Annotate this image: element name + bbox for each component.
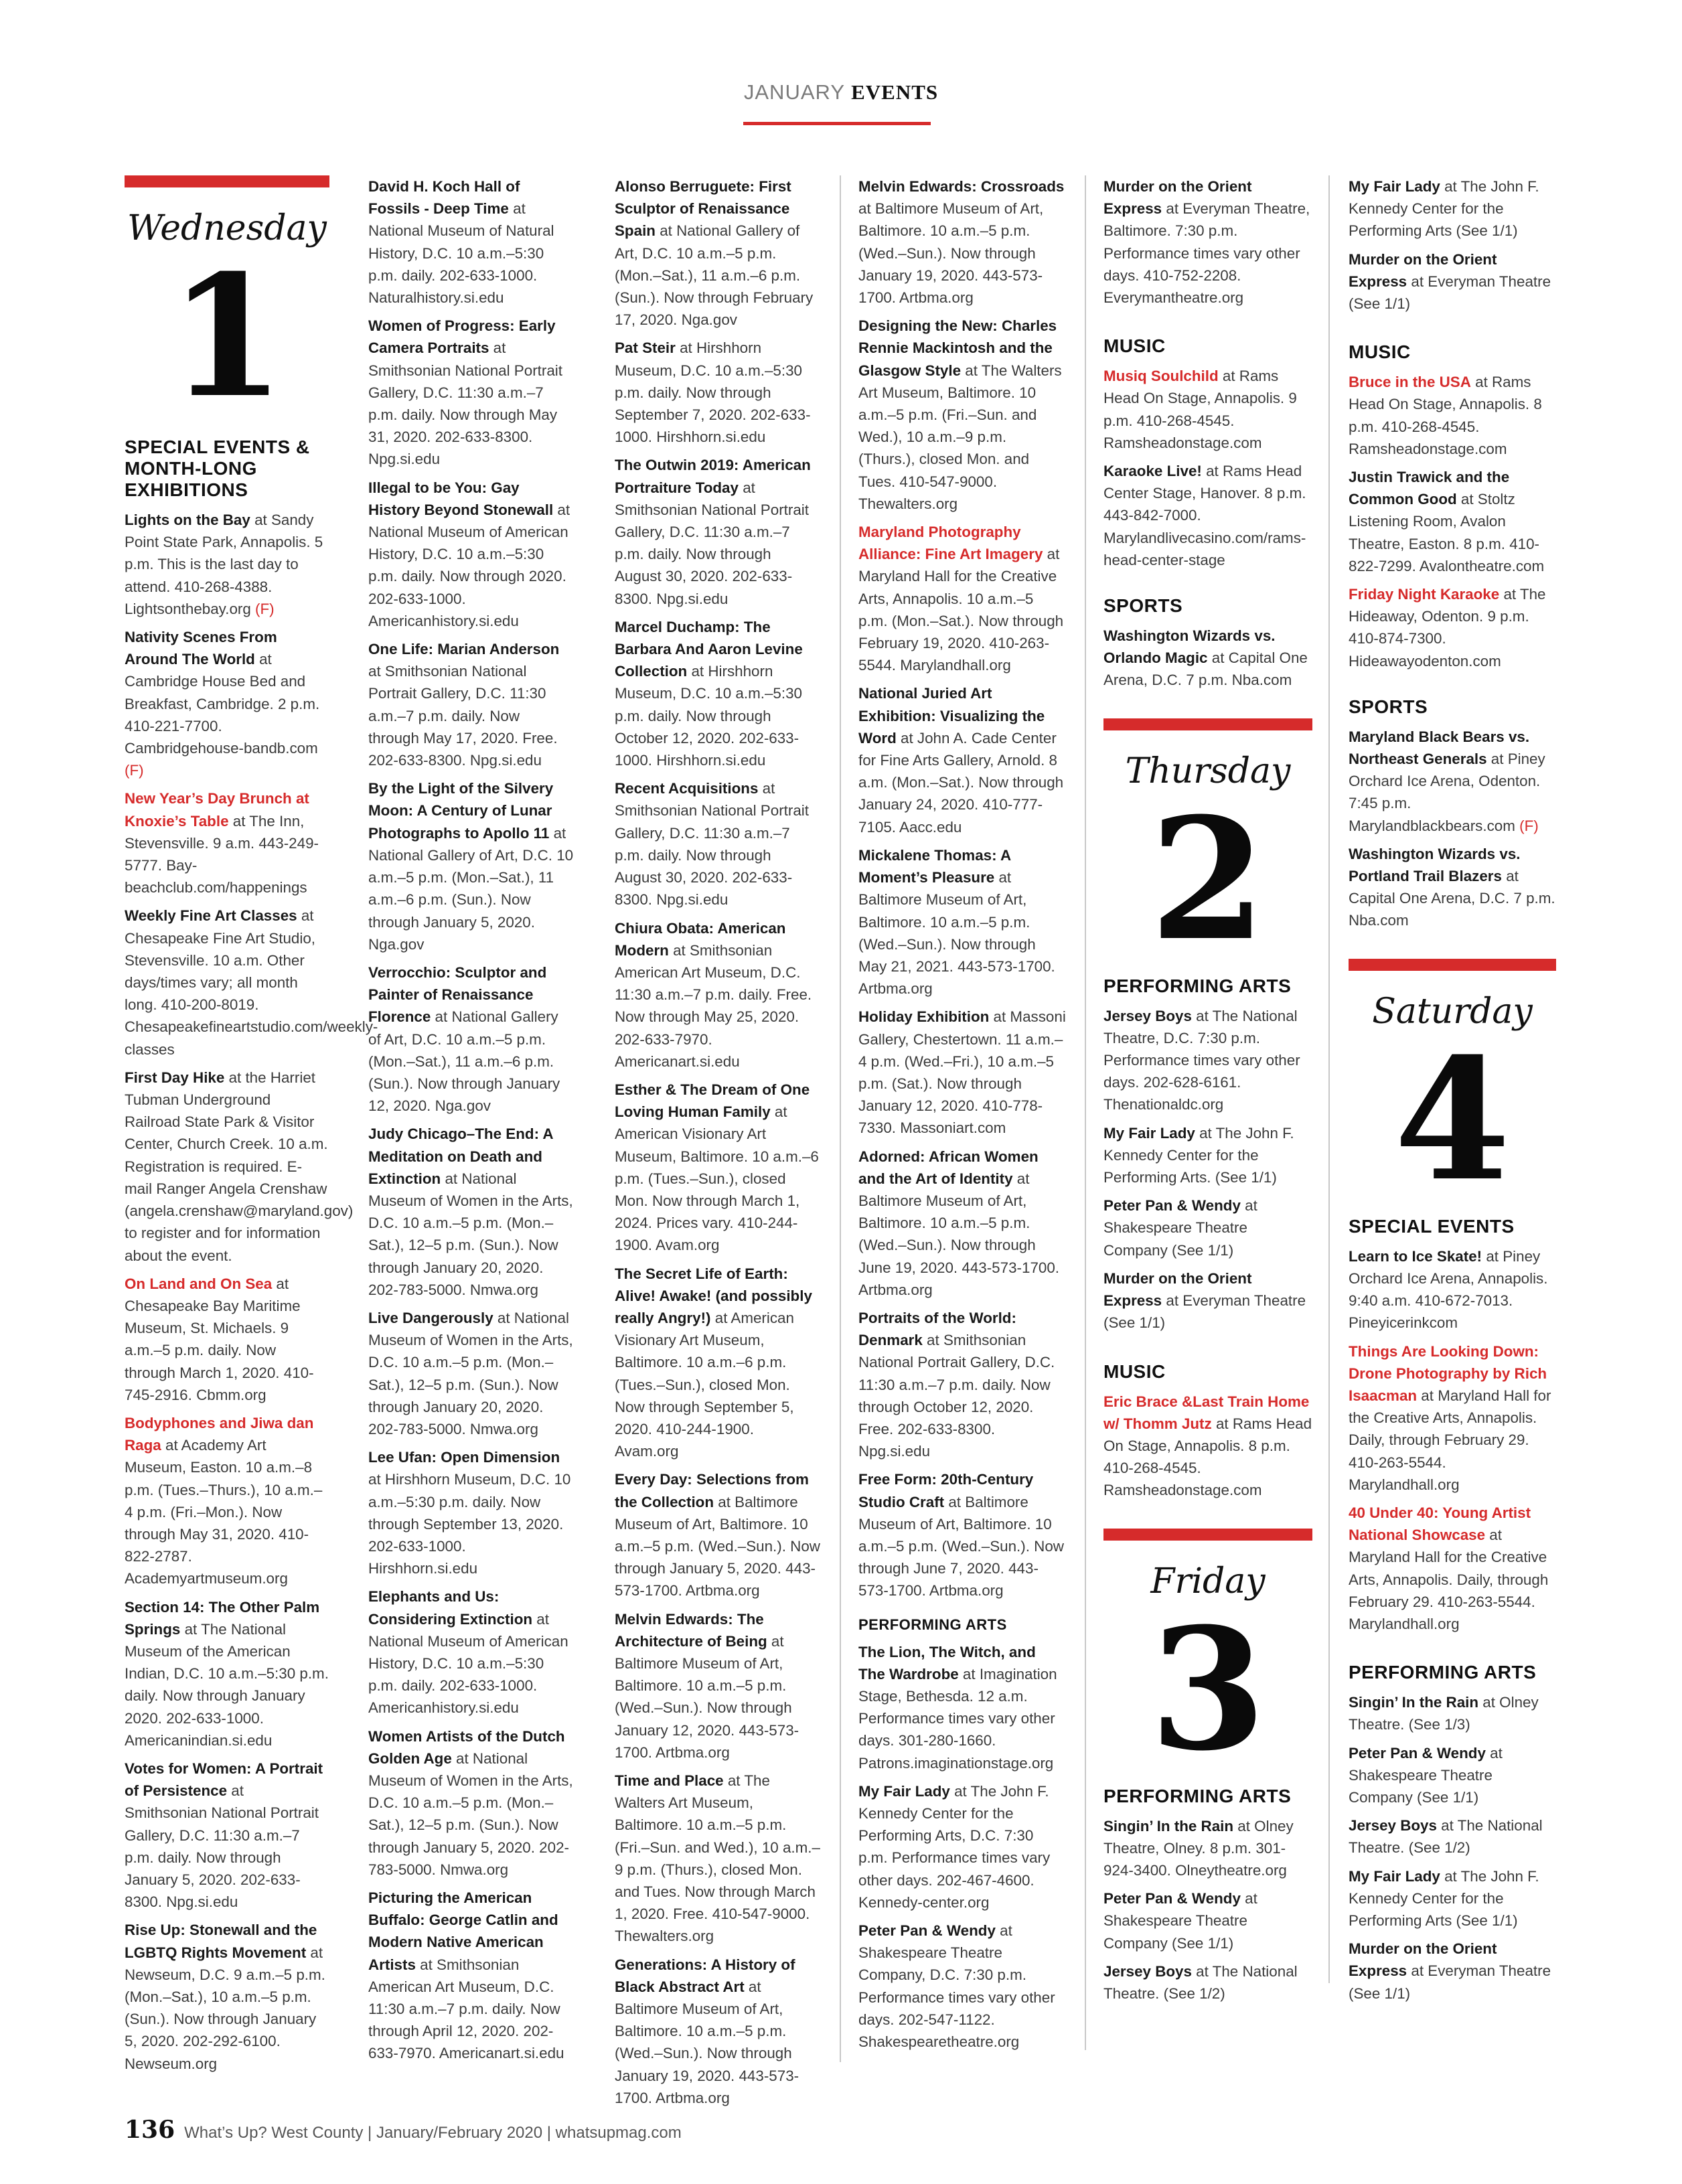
event-title: Washington Wizards vs. Orlando Magic (1103, 627, 1276, 667)
event-item (858, 1468, 1066, 1602)
event-item (1349, 466, 1556, 577)
event-title: Nativity Scenes From Around The World (125, 629, 277, 668)
column-divider (1085, 175, 1086, 2050)
day-block-thursday (1103, 718, 1312, 978)
event-details: at Rams Head Center Stage, Hanover. 8 p.m. 443-842-7000. Marylandlivecasino.com/rams-head-center-stage (1103, 463, 1306, 568)
event-item (368, 1307, 575, 1440)
event-details: at Everyman Theatre (See 1/1) (1349, 1962, 1551, 2002)
event-item (615, 1770, 821, 1948)
event-details: at Baltimore Museum of Art, Baltimore. 10 a.m.–5 p.m. (Wed.–Sun.). Now through June 7, 2020. 443-573-1700. Artbma.org (858, 1493, 1064, 1600)
day-number: 4 (1394, 1020, 1511, 1218)
event-item (368, 477, 575, 632)
free-flag: (F) (1519, 817, 1539, 834)
event-title: Peter Pan & Wendy (1349, 1744, 1486, 1762)
event-title: First Day Hike (125, 1069, 225, 1086)
day-bar (1103, 1529, 1312, 1541)
event-item (858, 1307, 1066, 1462)
event-details: at Cambridge House Bed and Breakfast, Cambridge. 2 p.m. 410-221-7700. Cambridgehouse-bandb.com (125, 651, 320, 757)
event-item (125, 905, 378, 1060)
event-title: Eric Brace &Last Train Home w/ Thomm Jutz (1103, 1393, 1310, 1432)
event-details: at Stoltz Listening Room, Avalon Theatre, Easton. 8 p.m. 410-822-7299. Avalontheatre.com (1349, 491, 1545, 574)
event-details: at Shakespeare Theatre Company (See 1/1) (1103, 1890, 1257, 1952)
day-block-saturday (1349, 959, 1556, 1218)
event-item (125, 509, 329, 620)
section-heading: SPORTS (1103, 595, 1183, 617)
event-item (1103, 1005, 1312, 1116)
event-item (1349, 1691, 1556, 1735)
event-details: at National Museum of American History, D.C. 10 a.m.–5:30 p.m. daily. Now through 2020. 202-633-1000. Americanhistory.si.edu (368, 501, 570, 629)
event-details: at The John F. Kennedy Center for the Performing Arts (See 1/1) (1349, 1867, 1539, 1929)
day-name: Thursday (1125, 751, 1291, 791)
event-title: Holiday Exhibition (858, 1008, 990, 1026)
event-item (1103, 365, 1312, 454)
event-title: Jersey Boys (1349, 1817, 1437, 1835)
event-title: Picturing the American Buffalo: George Catlin and Modern Native American Artists (368, 1889, 558, 1973)
event-details: at Everyman Theatre (See 1/1) (1349, 272, 1551, 313)
event-item (858, 175, 1066, 309)
event-item (368, 777, 575, 955)
event-title: Friday Night Karaoke (1349, 586, 1500, 603)
event-item (1103, 175, 1312, 309)
event-title: Women of Progress: Early Camera Portraits (368, 317, 556, 357)
event-details: at Smithsonian National Portrait Gallery, D.C. 11:30 a.m.–7 p.m. daily. Now through August 30, 2020. 202-633-8300. Npg.si.edu (615, 780, 809, 909)
event-title: Jersey Boys (1103, 1962, 1192, 1980)
event-item (1349, 1814, 1556, 1859)
event-details: at National Gallery of Art, D.C. 10 a.m.–5 p.m. (Mon.–Sat.), 11 a.m.–6 p.m. (Sun.). Now through January 12, 2020. Nga.gov (368, 1008, 560, 1115)
event-title: Melvin Edwards: The Architecture of Being (615, 1610, 767, 1650)
event-list (1103, 625, 1312, 692)
event-item (1103, 1122, 1312, 1189)
event-details: at Smithsonian American Art Museum, D.C. 11:30 a.m.–7 p.m. daily. Free. Now through May 25, 2020. 202-633-7970. Americanart.si.edu (615, 941, 812, 1070)
event-item (1349, 1742, 1556, 1809)
event-title: Jersey Boys (1103, 1007, 1192, 1024)
event-item (125, 1596, 329, 1751)
event-item (1103, 1391, 1312, 1502)
event-item (1349, 175, 1556, 242)
event-item (1103, 1194, 1312, 1261)
event-item (858, 315, 1066, 515)
free-flag: (F) (125, 762, 144, 779)
event-title: By the Light of the Silvery Moon: A Century of Lunar Photographs to Apollo 11 (368, 780, 554, 842)
event-details: at Baltimore Museum of Art, Baltimore. 10 a.m.–5 p.m. (Wed.–Sun.). Now through January 5, 2020. 443-573-1700. Artbma.org (615, 1493, 820, 1600)
event-title: Adorned: African Women and the Art of Identity (858, 1148, 1039, 1187)
event-details: at National Museum of Women in the Arts, D.C. 10 a.m.–5 p.m. (Mon.–Sat.), 12–5 p.m. (Sun.). Now through January 20, 2020. 202-783-5000. Nmwa.org (368, 1309, 573, 1437)
event-details: at Rams Head On Stage, Annapolis. 8 p.m. 410-268-4545. Ramsheadonstage.com (1349, 374, 1542, 457)
event-item (858, 1780, 1066, 1914)
event-item (368, 961, 575, 1117)
event-item (125, 626, 329, 781)
event-title: Free Form: 20th-Century Studio Craft (858, 1471, 1034, 1510)
column-2 (368, 175, 575, 2071)
day-number: 2 (1150, 780, 1266, 978)
event-item (125, 787, 329, 899)
column-4 (858, 175, 1066, 2059)
event-title: Illegal to be You: Gay History Beyond Stonewall (368, 479, 554, 518)
event-title: Bruce in the USA (1349, 374, 1471, 391)
event-title: Musiq Soulchild (1103, 368, 1219, 385)
day-name: Wednesday (127, 208, 327, 248)
event-item (1349, 1865, 1556, 1932)
day-number: 1 (169, 238, 285, 435)
event-details: at The John F. Kennedy Center for the Performing Arts. (See 1/1) (1103, 1124, 1294, 1186)
page-header (0, 80, 1682, 104)
free-flag: (F) (255, 600, 275, 617)
event-title: New Year’s Day Brunch at Knoxie’s Table (125, 790, 309, 830)
day-block-friday (1103, 1529, 1312, 1788)
event-item (1349, 371, 1556, 460)
event-item (615, 917, 821, 1073)
section-heading: SPECIAL EVENTS & MONTH-LONG EXHIBITIONS (125, 437, 310, 500)
event-list (1349, 371, 1556, 672)
event-item (368, 1585, 575, 1719)
column-1 (125, 175, 378, 2081)
event-title: My Fair Lady (1349, 1867, 1440, 1885)
event-title: National Juried Art Exhibition: Visualizing the Word (858, 685, 1045, 747)
event-list (1349, 1691, 1556, 2005)
event-title: Votes for Women: A Portrait of Persistence (125, 1760, 323, 1800)
event-title: My Fair Lady (1103, 1124, 1195, 1142)
event-title: Karaoke Live! (1103, 463, 1202, 480)
event-title: Peter Pan & Wendy (1103, 1197, 1241, 1215)
page-footer (125, 2116, 682, 2144)
event-details: at National Museum of American History, D.C. 10 a.m.–5:30 p.m. daily. 202-633-1000. Americanhistory.si.edu (368, 1610, 568, 1717)
event-title: Pat Steir (615, 339, 676, 357)
event-item (615, 1954, 821, 2109)
event-item (858, 1146, 1066, 1301)
event-details: at National Gallery of Art, D.C. 10 a.m.–5 p.m. (Mon.–Sat.), 11 a.m.–6 p.m. (Sun.). Now through February 17, 2020. Nga.gov (615, 222, 814, 329)
event-title: Designing the New: Charles Rennie Mackintosh and the Glasgow Style (858, 317, 1057, 379)
event-title: Recent Acquisitions (615, 780, 759, 797)
event-item (368, 1725, 575, 1881)
event-item (615, 337, 821, 448)
section-heading: PERFORMING ARTS (1103, 975, 1292, 996)
event-details: at Rams Head On Stage, Annapolis. 8 p.m. 410-268-4545. Ramsheadonstage.com (1103, 1415, 1312, 1499)
event-title: Esther & The Dream of One Loving Human Family (615, 1081, 810, 1121)
event-list (858, 175, 1066, 1602)
event-item (368, 638, 575, 771)
event-details: at Academy Art Museum, Easton. 10 a.m.–8 p.m. (Tues.–Thurs.), 10 a.m.–4 p.m. (Fri.–Mon.). Now through May 31, 2020. 410-822-2787. Academyartmuseum.org (125, 1437, 323, 1587)
event-item (858, 1920, 1066, 2053)
event-title: Chiura Obata: American Modern (615, 919, 786, 959)
event-item (858, 1641, 1066, 1774)
event-title: Portraits of the World: Denmark (858, 1309, 1016, 1349)
event-title: Verrocchio: Sculptor and Painter of Renaissance Florence (368, 963, 547, 1026)
event-details: at Shakespeare Theatre Company (See 1/1) (1349, 1744, 1503, 1806)
event-details: at Hirshhorn Museum, D.C. 10 a.m.–5:30 p.m. daily. Now through October 12, 2020. 202-633-1000. Hirshhorn.si.edu (615, 663, 803, 769)
event-title: The Outwin 2019: American Portraiture Today (615, 457, 811, 496)
event-title: My Fair Lady (1349, 178, 1440, 195)
column-5 (1103, 175, 1312, 2011)
event-item (368, 175, 575, 309)
event-details: at Chesapeake Fine Art Studio, Stevensville. 10 a.m. Other days/times vary; all month long. 410-200-8019. Chesapeakefineartstudio.com/weekly-classes (125, 907, 378, 1058)
event-item (615, 175, 821, 331)
event-item (125, 1412, 329, 1590)
event-details: at Smithsonian American Art Museum, D.C. 11:30 a.m.–7 p.m. daily. Now through April 12, 2020. 202-633-7970. Americanart.si.edu (368, 1956, 564, 2062)
event-list (615, 175, 821, 2109)
day-bar (125, 175, 329, 187)
event-title: Singin’ In the Rain (1103, 1817, 1234, 1835)
event-details: at Sandy Point State Park, Annapolis. 5 p.m. This is the last day to attend. 410-268-4388. Lightsonthebay.org (125, 512, 323, 617)
event-details: at Baltimore Museum of Art, Baltimore. 10 a.m.–5 p.m. (Wed.–Sun.). Now through January 12, 2020. 443-573-1700. Artbma.org (615, 1632, 799, 1761)
section-heading: PERFORMING ARTS (1349, 1662, 1537, 1683)
event-title: The Lion, The Witch, and The Wardrobe (858, 1643, 1036, 1683)
event-details: at Maryland Hall for the Creative Arts, Annapolis. 10 a.m.–5 p.m. (Mon.–Sat.). Now through February 19, 2020. 410-263-5544. Marylandhall.org (858, 546, 1064, 674)
event-details: at Baltimore Museum of Art, Baltimore. 10 a.m.–5 p.m. (Wed.–Sun.). Now through May 21, 2021. 443-573-1700. Artbma.org (858, 869, 1055, 998)
event-title: Melvin Edwards: Crossroads (858, 178, 1065, 195)
event-title: Marcel Duchamp: The Barbara And Aaron Levine Collection (615, 618, 803, 680)
event-details: at Piney Orchard Ice Arena, Odenton. 7:45 p.m. Marylandblackbears.com (1349, 751, 1545, 834)
header-prefix: JANUARY (743, 80, 845, 104)
event-details: at The Inn, Stevensville. 9 a.m. 443-249-5777. Bay-beachclub.com/happenings (125, 812, 319, 896)
event-item (1103, 1887, 1312, 1954)
event-title: Lights on the Bay (125, 512, 250, 528)
event-details: at Smithsonian National Portrait Gallery, D.C. 11:30 a.m.–7 p.m. daily. Now through January 5, 2020. 202-633-8300. Npg.si.edu (125, 1782, 319, 1911)
event-details: at National Museum of Women in the Arts, D.C. 10 a.m.–5 p.m. (Mon.–Sat.), 12–5 p.m. (Sun.). Now through January 20, 2020. 202-783-5000. Nmwa.org (368, 1170, 573, 1298)
event-title: Things Are Looking Down: Drone Photography by Rich Isaacman (1349, 1342, 1547, 1404)
day-name: Saturday (1372, 991, 1533, 1032)
event-item (615, 1079, 821, 1257)
event-details: at The National Theatre, D.C. 7:30 p.m. Performance times vary other days. 202-628-6161. Thenationaldc.org (1103, 1007, 1300, 1113)
event-item (858, 521, 1066, 676)
section-heading: MUSIC (1103, 335, 1166, 357)
event-title: Murder on the Orient Express (1349, 1940, 1497, 1980)
event-details: at The National Theatre. (See 1/2) (1349, 1817, 1543, 1857)
section-heading: PERFORMING ARTS (1103, 1785, 1292, 1806)
section-heading: MUSIC (1349, 341, 1411, 363)
event-list (125, 509, 378, 2075)
event-details: at Maryland Hall for the Creative Arts, Annapolis. Daily, through February 29. 410-263-5544. Marylandhall.org (1349, 1387, 1551, 1493)
header-rule (743, 122, 931, 125)
event-details: at Hirshhorn Museum, D.C. 10 a.m.–5:30 p.m. daily. Now through September 13, 2020. 202-633-1000. Hirshhorn.si.edu (368, 1471, 571, 1577)
event-list (1103, 365, 1312, 571)
event-item (1349, 583, 1556, 672)
event-title: Learn to Ice Skate! (1349, 1247, 1482, 1265)
event-details: at Shakespeare Theatre Company (See 1/1) (1103, 1197, 1257, 1259)
event-item (1349, 726, 1556, 837)
day-block-wednesday (125, 175, 329, 435)
event-item (615, 1608, 821, 1764)
event-list (368, 175, 575, 2065)
event-details: at Baltimore Museum of Art, Baltimore. 10 a.m.–5 p.m. (Wed.–Sun.). Now through June 19, 2020. 443-573-1700. Artbma.org (858, 1170, 1060, 1298)
header-strong: EVENTS (851, 80, 939, 104)
event-title: Generations: A History of Black Abstract Art (615, 1956, 795, 1995)
event-title: Section 14: The Other Palm Springs (125, 1598, 320, 1638)
event-item (615, 1263, 821, 1463)
event-item (1349, 248, 1556, 315)
event-item (368, 1887, 575, 2065)
day-bar (1103, 718, 1312, 730)
event-item (1103, 1960, 1312, 2005)
event-item (1349, 1340, 1556, 1496)
event-title: 40 Under 40: Young Artist National Showcase (1349, 1504, 1531, 1544)
event-item (615, 1468, 821, 1602)
event-title: The Secret Life of Earth: Alive! Awake! (and possibly really Angry!) (615, 1265, 812, 1326)
event-details: at The National Museum of the American Indian, D.C. 10 a.m.–5:30 p.m. daily. Now through January 2020. 202-633-1000. Americanindian.si.edu (125, 1620, 329, 1749)
event-details: at National Museum of Women in the Arts, D.C. 10 a.m.–5 p.m. (Mon.–Sat.), 12–5 p.m. (Sun.). Now through January 5, 2020. 202-783-5000. Nmwa.org (368, 1749, 573, 1878)
event-title: Rise Up: Stonewall and the LGBTQ Rights Movement (125, 1922, 317, 1961)
event-title: Alonso Berruguete: First Sculptor of Renaissance Spain (615, 178, 791, 240)
event-details: at Piney Orchard Ice Arena, Annapolis. 9:40 a.m. 410-672-7013. Pineyicerinkcom (1349, 1247, 1548, 1332)
event-title: Peter Pan & Wendy (1103, 1890, 1241, 1907)
event-details: at Baltimore Museum of Art, Baltimore. 10 a.m.–5 p.m. (Wed.–Sun.). Now through January 19, 2020. 443-573-1700. Artbma.org (858, 200, 1044, 307)
event-item (368, 1123, 575, 1301)
event-item (615, 616, 821, 771)
event-title: My Fair Lady (858, 1782, 950, 1800)
event-details: at Smithsonian National Portrait Gallery, D.C. 11:30 a.m.–7 p.m. daily. Now through May 17, 2020. Free. 202-633-8300. Npg.si.edu (368, 663, 558, 769)
event-details: at National Museum of Natural History, D.C. 10 a.m.–5:30 p.m. daily. 202-633-1000. Naturalhistory.si.edu (368, 200, 554, 307)
event-details: at Capital One Arena, D.C. 7 p.m. Nba.com (1349, 868, 1555, 929)
event-title: Murder on the Orient Express (1103, 1269, 1252, 1310)
day-number: 3 (1150, 1590, 1266, 1788)
event-item (858, 844, 1066, 1000)
event-title: Peter Pan & Wendy (858, 1922, 996, 1940)
column-6 (1349, 175, 1556, 2011)
event-list (1103, 175, 1312, 309)
day-bar (1349, 959, 1556, 971)
event-list (1103, 1391, 1312, 1502)
event-details: at Massoni Gallery, Chestertown. 11 a.m.–4 p.m. (Wed.–Fri.), 10 a.m.–5 p.m. (Sat.). Now through January 12, 2020. 410-778-7330. Massoniart.com (858, 1008, 1066, 1137)
event-details: at The Walters Art Museum, Baltimore. 10 a.m.–5 p.m. (Fri.–Sun. and Wed.), 10 a.m.–9 p.m. (Thurs.), closed Mon. and Tues. Now through March 1, 2020. Free. 410-547-9000. Thewalters.org (615, 1772, 820, 1945)
event-item (615, 454, 821, 609)
event-item (615, 777, 821, 911)
event-item (1349, 843, 1556, 932)
event-title: Judy Chicago–The End: A Meditation on Death and Extinction (368, 1125, 553, 1187)
event-details: at the Harriet Tubman Underground Railroad State Park & Visitor Center, Church Creek. 10 a.m. Registration is required. E-mail Ranger Angela Crenshaw (angela.crenshaw@maryland.gov) to register and for information about the event. (125, 1069, 354, 1264)
event-details: at Olney Theatre, Olney. 8 p.m. 301-924-3400. Olneytheatre.org (1103, 1817, 1294, 1879)
event-details: at Rams Head On Stage, Annapolis. 9 p.m. 410-268-4545. Ramsheadonstage.com (1103, 368, 1297, 451)
column-3 (615, 175, 821, 2115)
event-title: David H. Koch Hall of Fossils - Deep Time (368, 178, 520, 218)
event-details: at Everyman Theatre (See 1/1) (1103, 1292, 1306, 1332)
footer-text: What’s Up? West County | January/February 2020 | whatsupmag.com (184, 2124, 682, 2142)
event-list (1103, 1815, 1312, 2005)
event-item (1349, 1502, 1556, 1635)
event-details: at The Walters Art Museum, Baltimore. 10 a.m.–5 p.m. (Fri.–Sun. and Wed.), 10 a.m.–9 p.m. (Thurs.), closed Mon. and Tues. 410-547-9000. Thewalters.org (858, 362, 1062, 512)
event-list (1349, 726, 1556, 932)
event-details: at Smithsonian National Portrait Gallery, D.C. 11:30 a.m.–7 p.m. daily. Now through May 31, 2020. 202-633-8300. Npg.si.edu (368, 339, 562, 468)
event-item (1349, 1245, 1556, 1334)
event-title: Maryland Photography Alliance: Fine Art Imagery (858, 524, 1043, 563)
event-details: at Smithsonian National Portrait Gallery, D.C. 11:30 a.m.–7 p.m. daily. Now through August 30, 2020. 202-633-8300. Npg.si.edu (615, 479, 809, 607)
event-title: Women Artists of the Dutch Golden Age (368, 1727, 565, 1767)
event-title: Murder on the Orient Express (1103, 178, 1252, 218)
section-heading: MUSIC (1103, 1360, 1166, 1382)
event-details: at Everyman Theatre, Baltimore. 7:30 p.m. Performance times vary other days. 410-752-2208. Everymantheatre.org (1103, 200, 1310, 307)
section-heading: SPECIAL EVENTS (1349, 1215, 1515, 1237)
event-details: at The Hideaway, Odenton. 9 p.m. 410-874-7300. Hideawayodenton.com (1349, 586, 1546, 670)
event-item (858, 1006, 1066, 1139)
event-details: at Capital One Arena, D.C. 7 p.m. Nba.com (1103, 649, 1308, 689)
event-item (1103, 1815, 1312, 1882)
event-details: at Imagination Stage, Bethesda. 12 a.m. Performance times vary other days. 301-280-1660. Patrons.imaginationstage.org (858, 1665, 1057, 1772)
event-list (858, 1641, 1066, 2053)
event-title: Washington Wizards vs. Portland Trail Blazers (1349, 845, 1521, 885)
event-list (1349, 1245, 1556, 1635)
event-title: Elephants and Us: Considering Extinction (368, 1588, 533, 1628)
event-details: at Baltimore Museum of Art, Baltimore. 10 a.m.–5 p.m. (Wed.–Sun.). Now through January 19, 2020. 443-573-1700. Artbma.org (615, 1978, 799, 2106)
event-item (368, 1446, 575, 1579)
event-item (1103, 625, 1312, 692)
event-item (125, 1273, 329, 1406)
event-details: at National Gallery of Art, D.C. 10 a.m.–5 p.m. (Mon.–Sat.), 11 a.m.–6 p.m. (Sun.). Now through January 5, 2020. Nga.gov (368, 824, 574, 953)
event-details: at Hirshhorn Museum, D.C. 10 a.m.–5:30 p.m. daily. Now through September 7, 2020. 202-633-1000. Hirshhorn.si.edu (615, 339, 811, 446)
event-title: Time and Place (615, 1772, 724, 1790)
column-divider (840, 175, 841, 2062)
event-title: Singin’ In the Rain (1349, 1694, 1479, 1711)
event-title: Weekly Fine Art Classes (125, 907, 297, 925)
event-list (1103, 1005, 1312, 1334)
event-details: at Shakespeare Theatre Company, D.C. 7:30 p.m. Performance times vary other days. 202-547-1122. Shakespearetheatre.org (858, 1922, 1055, 2051)
event-title: Justin Trawick and the Common Good (1349, 469, 1510, 508)
event-details: at American Visionary Art Museum, Baltimore. 10 a.m.–6 p.m. (Tues.–Sun.), closed Mon. Now through September 5, 2020. 410-244-1900. Avam.org (615, 1309, 794, 1460)
column-divider (1328, 175, 1330, 1983)
event-item (858, 682, 1066, 838)
section-heading: PERFORMING ARTS (858, 1616, 1007, 1633)
event-title: Every Day: Selections from the Collection (615, 1471, 809, 1510)
page-number: 136 (125, 2116, 175, 2144)
event-list (1349, 175, 1556, 315)
event-details: at John A. Cade Center for Fine Arts Gallery, Arnold. 8 a.m. (Mon.–Sat.). Now through January 24, 2020. 410-777-7105. Aacc.edu (858, 729, 1064, 836)
event-details: at Newseum, D.C. 9 a.m.–5 p.m. (Mon.–Sat.), 10 a.m.–5 p.m. (Sun.). Now through January 5, 2020. 202-292-6100. Newseum.org (125, 1944, 325, 2072)
event-title: One Life: Marian Anderson (368, 641, 560, 658)
event-details: at Chesapeake Bay Maritime Museum, St. Michaels. 9 a.m.–5 p.m. daily. Now through March 1, 2020. 410-745-2916. Cbmm.org (125, 1275, 314, 1403)
day-name: Friday (1150, 1561, 1266, 1602)
event-item (125, 1067, 354, 1267)
event-item (1349, 1938, 1556, 2005)
event-item (1103, 1267, 1312, 1334)
event-title: Bodyphones and Jiwa dan Raga (125, 1414, 314, 1454)
event-item (125, 1758, 329, 1913)
event-title: On Land and On Sea (125, 1275, 273, 1292)
event-title: Live Dangerously (368, 1309, 493, 1326)
event-details: at Olney Theatre. (See 1/3) (1349, 1694, 1539, 1733)
event-title: Murder on the Orient Express (1349, 250, 1497, 290)
event-details: at Smithsonian National Portrait Gallery, D.C. 11:30 a.m.–7 p.m. daily. Now through October 12, 2020. Free. 202-633-8300. Npg.si.edu (858, 1332, 1055, 1460)
event-details: at Maryland Hall for the Creative Arts, Annapolis. Daily, through February 29. 410-263-5544. Marylandhall.org (1349, 1527, 1549, 1632)
event-title: Lee Ufan: Open Dimension (368, 1449, 560, 1466)
section-heading: SPORTS (1349, 696, 1428, 717)
event-item (1103, 460, 1312, 571)
event-item (125, 1919, 329, 2074)
event-details: at American Visionary Art Museum, Baltimore. 10 a.m.–6 p.m. (Tues.–Sun.), closed Mon. Now through March 1, 2024. Prices vary. 410-244-1900. Avam.org (615, 1103, 819, 1254)
event-details: at The National Theatre. (See 1/2) (1103, 1962, 1298, 2002)
event-title: Maryland Black Bears vs. Northeast Generals (1349, 728, 1530, 768)
event-title: Mickalene Thomas: A Moment’s Pleasure (858, 846, 1011, 886)
event-details: at The John F. Kennedy Center for the Performing Arts, D.C. 7:30 p.m. Performance times vary other days. 202-467-4600. Kennedy-center.org (858, 1782, 1051, 1911)
event-details: at The John F. Kennedy Center for the Performing Arts (See 1/1) (1349, 178, 1539, 240)
event-item (368, 315, 575, 470)
